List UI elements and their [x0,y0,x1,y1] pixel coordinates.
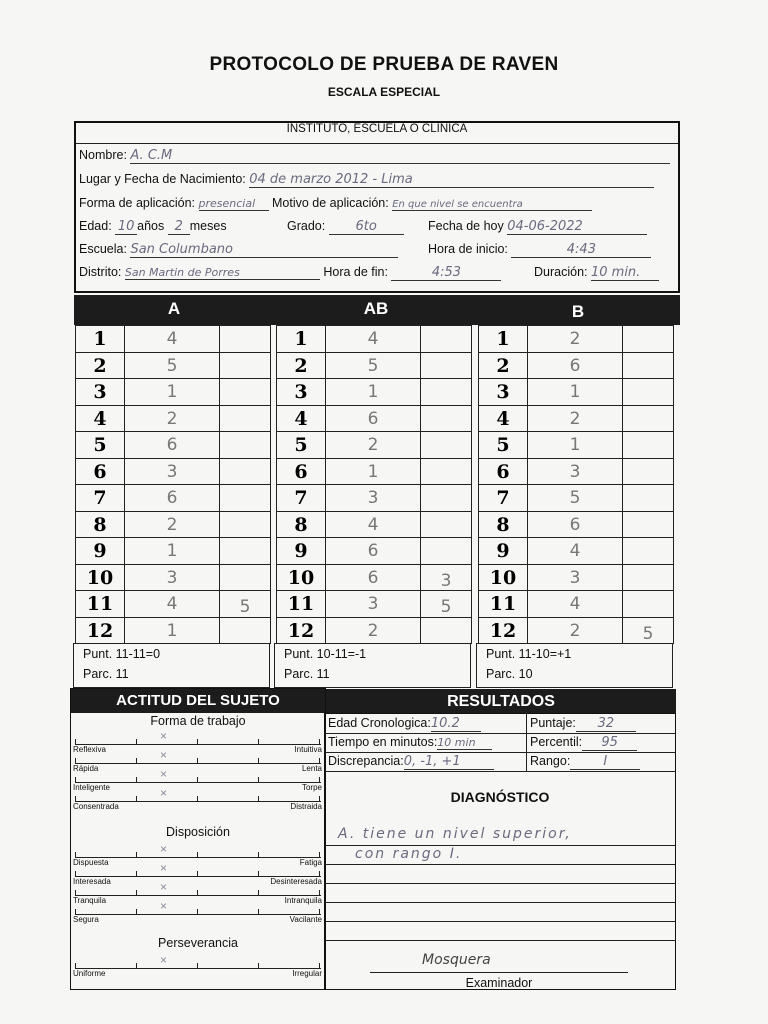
rating-scale[interactable] [75,908,321,915]
answer-cell[interactable]: 4 [325,511,421,539]
item-number: 1 [276,325,326,353]
scale-right-label: Desinteresada [270,877,322,886]
item-number: 3 [276,378,326,406]
item-number: 12 [75,617,125,645]
correction-cell[interactable] [622,405,674,433]
institution-label: INSTITUTO, ESCUELA O CLINICA [286,123,468,135]
correction-cell[interactable] [219,617,271,645]
fecha-field [428,219,647,235]
section-ab-header: AB [276,299,476,319]
correction-cell[interactable] [219,378,271,406]
edad-anos-value[interactable]: 10 [115,219,137,235]
diagnostico-line-1[interactable]: A. tiene un nivel superior, [338,826,572,842]
correction-cell[interactable] [420,405,472,433]
item-number: 8 [75,511,125,539]
scale-left-label: Segura [73,915,99,924]
examiner-signature: Mosquera [422,952,491,968]
answer-cell[interactable]: 2 [527,325,623,353]
correction-cell[interactable] [219,458,271,486]
perseverancia-title: Perseverancia [158,936,238,950]
scale-left-label: Rápida [73,764,99,773]
scale-right-label: Distraida [290,802,322,811]
answer-cell[interactable]: 1 [527,431,623,459]
answer-cell[interactable]: 3 [124,458,220,486]
item-number: 9 [75,537,125,565]
answer-cell[interactable]: 3 [325,590,421,618]
item-number: 12 [276,617,326,645]
grado-field [287,219,404,235]
tiempo-field [328,735,492,750]
item-number: 5 [75,431,125,459]
answer-cell[interactable]: 4 [124,325,220,353]
answer-cell[interactable]: 5 [527,484,623,512]
correction-cell[interactable] [622,378,674,406]
fecha-label: Fecha de hoy [428,219,504,233]
divider [325,940,675,941]
answer-cell[interactable]: 6 [325,564,421,592]
grado-label: Grado: [287,219,326,233]
discrepancia-value[interactable]: 0, -1, +1 [404,754,494,770]
hora-inicio-field [428,242,651,258]
lugar-value[interactable]: 04 de marzo 2012 - Lima [249,172,654,188]
correction-cell[interactable] [420,431,472,459]
escuela-field [79,242,398,258]
scale-right-label: Irregular [292,969,322,978]
item-number: 7 [276,484,326,512]
rating-mark: × [160,842,168,856]
signature-line [370,972,628,973]
divider [325,921,675,922]
tiempo-value[interactable]: 10 min [437,736,492,750]
correction-cell[interactable] [219,405,271,433]
item-number: 3 [75,378,125,406]
forma-value[interactable]: presencial [199,197,269,211]
examinador-label: Examinador [465,976,533,990]
rating-scale[interactable] [75,776,321,783]
nombre-label: Nombre: [79,148,127,162]
answer-cell[interactable]: 4 [527,537,623,565]
rating-mark: × [160,786,168,800]
answer-cell[interactable]: 1 [124,537,220,565]
answer-cell[interactable]: 4 [124,590,220,618]
rango-value[interactable]: I [570,754,640,770]
answer-cell[interactable]: 2 [527,617,623,645]
divider [325,733,675,734]
hora-inicio-label: Hora de inicio: [428,242,508,256]
correction-cell[interactable] [622,484,674,512]
grado-value[interactable]: 6to [329,219,404,235]
correction-cell[interactable] [622,537,674,565]
correction-cell[interactable] [622,564,674,592]
item-number: 8 [276,511,326,539]
item-number: 10 [478,564,528,592]
hora-fin-label: Hora de fin: [323,265,388,279]
punt-value: Punt. 11-11=0 [83,647,161,661]
item-number: 9 [478,537,528,565]
correction-cell[interactable] [219,537,271,565]
distrito-value[interactable]: San Martin de Porres [125,266,320,280]
puntaje-field [530,716,636,732]
rango-label: Rango: [530,754,571,768]
correction-cell[interactable] [420,458,472,486]
item-number: 2 [478,352,528,380]
forma-label: Forma de aplicación: [79,196,196,210]
answer-cell[interactable]: 6 [527,352,623,380]
answer-cell[interactable]: 3 [527,564,623,592]
actitud-title: ACTITUD DEL SUJETO [71,689,325,713]
correction-cell[interactable]: 5 [622,617,674,645]
scale-right-label: Fatiga [299,858,322,867]
answer-cell[interactable]: 3 [124,564,220,592]
item-number: 6 [75,458,125,486]
correction-cell[interactable] [420,511,472,539]
edad-field [79,219,227,235]
tiempo-label: Tiempo en minutos: [328,735,438,749]
answer-cell[interactable]: 3 [325,484,421,512]
parc-value: Parc. 11 [284,667,330,681]
diagnostico-title: DIAGNÓSTICO [450,789,550,805]
correction-cell[interactable] [622,352,674,380]
fecha-value[interactable]: 04-06-2022 [507,219,647,235]
scale-right-label: Lenta [301,764,322,773]
rating-mark: × [160,953,168,967]
answer-cell[interactable]: 2 [325,617,421,645]
escuela-value[interactable]: San Columbano [130,242,398,258]
punt-value: Punt. 11-10=+1 [486,647,572,661]
correction-cell[interactable] [219,352,271,380]
answer-cell[interactable]: 6 [124,431,220,459]
item-number: 2 [75,352,125,380]
correction-cell[interactable] [420,537,472,565]
correction-cell[interactable] [420,378,472,406]
scale-left-label: Tranquila [73,896,107,905]
punt-value: Punt. 10-11=-1 [284,647,367,661]
scale-left-label: Dispuesta [73,858,109,867]
item-number: 12 [478,617,528,645]
lugar-field [79,172,654,188]
correction-cell[interactable] [622,325,674,353]
correction-cell[interactable] [622,458,674,486]
puntaje-label: Puntaje: [530,716,576,730]
diagnostico-line-2[interactable]: con rango I. [355,846,463,862]
correction-cell[interactable] [622,511,674,539]
distrito-label: Distrito: [79,265,122,279]
item-number: 3 [478,378,528,406]
rating-scale[interactable] [75,795,321,802]
anos-label: años [137,219,165,233]
correction-cell[interactable] [219,484,271,512]
correction-cell[interactable]: 5 [420,590,472,618]
item-number: 5 [276,431,326,459]
rango-field [530,754,640,770]
item-number: 5 [478,431,528,459]
rating-scale[interactable] [75,851,321,858]
parc-value: Parc. 11 [83,667,129,681]
forma-field [79,196,592,211]
duracion-value[interactable]: 10 min. [591,265,659,281]
item-number: 4 [75,405,125,433]
resultados-title: RESULTADOS [326,689,676,713]
answer-cell[interactable]: 2 [124,511,220,539]
parc-value: Parc. 10 [486,667,533,681]
meses-label: meses [189,219,227,233]
nombre-field [79,148,670,164]
correction-cell[interactable] [420,617,472,645]
answer-cell[interactable]: 6 [325,405,421,433]
answer-cell[interactable]: 5 [325,352,421,380]
discrepancia-label: Discrepancia: [328,754,404,768]
discrepancia-field [328,754,494,770]
rating-mark: × [160,861,168,875]
rating-mark: × [160,767,168,781]
divider [325,752,675,753]
edad-meses-value[interactable]: 2 [168,219,190,235]
divider [526,714,527,771]
answer-cell[interactable]: 1 [527,378,623,406]
correction-cell[interactable] [219,325,271,353]
disposicion-title: Disposición [166,825,230,839]
item-number: 7 [478,484,528,512]
answer-cell[interactable]: 1 [124,617,220,645]
divider [325,902,675,903]
rating-scale[interactable] [75,870,321,877]
item-number: 6 [478,458,528,486]
item-number: 10 [276,564,326,592]
section-b-header: B [478,302,678,322]
rating-mark: × [160,729,168,743]
section-a-header: A [74,299,274,319]
scale-right-label: Vacilante [289,915,322,924]
motivo-label: Motivo de aplicación: [272,196,389,210]
puntaje-value[interactable]: 32 [576,716,636,732]
percentil-label: Percentil: [530,735,583,749]
correction-cell[interactable] [219,511,271,539]
answer-cell[interactable]: 3 [527,458,623,486]
page-title: PROTOCOLO DE PRUEBA DE RAVEN [209,54,559,75]
item-number: 4 [276,405,326,433]
correction-cell[interactable] [420,484,472,512]
answer-cell[interactable]: 1 [325,458,421,486]
hora-inicio-value[interactable]: 4:43 [511,242,651,258]
rating-scale[interactable] [75,757,321,764]
correction-cell[interactable] [420,325,472,353]
item-number: 9 [276,537,326,565]
duracion-field [534,265,659,281]
rating-scale[interactable] [75,962,321,969]
edad-cronologica-field [328,716,481,732]
divider [325,864,675,865]
item-number: 11 [276,590,326,618]
answer-cell[interactable]: 6 [325,537,421,565]
duracion-label: Duración: [534,265,588,279]
item-number: 8 [478,511,528,539]
edad-label: Edad: [79,219,112,233]
item-number: 7 [75,484,125,512]
scale-left-label: Inteligente [73,783,110,792]
item-number: 1 [75,325,125,353]
answer-cell[interactable]: 4 [527,590,623,618]
rating-mark: × [160,748,168,762]
edad-cronologica-value[interactable]: 10.2 [431,716,481,732]
answer-cell[interactable]: 2 [527,405,623,433]
percentil-field [530,735,637,751]
correction-cell[interactable] [622,431,674,459]
nombre-value[interactable]: A. C.M [130,148,670,164]
lugar-label: Lugar y Fecha de Nacimiento: [79,172,246,186]
scale-right-label: Intuitiva [294,745,322,754]
scale-left-label: Reflexiva [73,745,106,754]
item-number: 4 [478,405,528,433]
correction-cell[interactable] [622,590,674,618]
escuela-label: Escuela: [79,242,127,256]
rating-scale[interactable] [75,889,321,896]
scale-right-label: Intranquila [284,896,322,905]
answer-cell[interactable]: 5 [124,352,220,380]
rating-mark: × [160,880,168,894]
answer-cell[interactable]: 1 [325,378,421,406]
divider [325,771,675,772]
edad-cronologica-label: Edad Cronologica: [328,716,431,730]
rating-scale[interactable] [75,738,321,745]
hora-fin-value[interactable]: 4:53 [391,265,501,281]
answer-cell[interactable]: 2 [124,405,220,433]
item-number: 2 [276,352,326,380]
item-number: 11 [75,590,125,618]
correction-cell[interactable] [219,431,271,459]
divider [325,883,675,884]
forma-trabajo-title: Forma de trabajo [150,714,246,728]
answer-cell[interactable]: 6 [527,511,623,539]
rating-mark: × [160,899,168,913]
scale-right-label: Torpe [301,783,322,792]
correction-cell[interactable] [420,352,472,380]
divider [76,143,678,144]
correction-cell[interactable]: 5 [219,590,271,618]
page-subtitle: ESCALA ESPECIAL [327,85,441,99]
correction-cell[interactable] [219,564,271,592]
correction-cell[interactable]: 3 [420,564,472,592]
answer-cell[interactable]: 6 [124,484,220,512]
motivo-value[interactable]: En que nivel se encuentra [392,199,592,211]
item-number: 6 [276,458,326,486]
scale-left-label: Uniforme [73,969,106,978]
item-number: 1 [478,325,528,353]
answer-cell[interactable]: 4 [325,325,421,353]
item-number: 10 [75,564,125,592]
scale-left-label: Interesada [73,877,111,886]
scale-left-label: Consentrada [73,802,119,811]
distrito-field [79,265,501,281]
percentil-value[interactable]: 95 [582,735,637,751]
item-number: 11 [478,590,528,618]
answer-cell[interactable]: 1 [124,378,220,406]
answer-cell[interactable]: 2 [325,431,421,459]
